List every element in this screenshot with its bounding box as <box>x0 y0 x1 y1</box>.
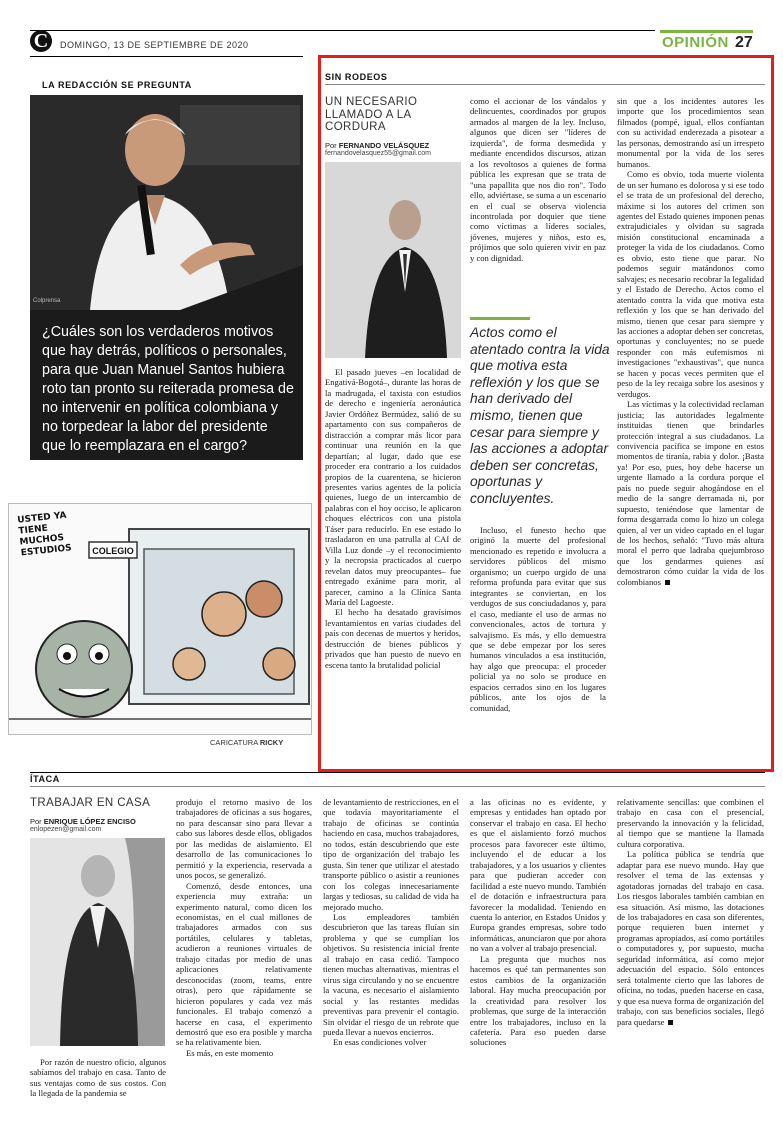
bottom-col1-para: Por razón de nuestro oficio, algunos sabíamos del trabajo en casa. Tanto de sus ventajas como de sus costos. Con la llegada de la pandemia se <box>30 1057 166 1099</box>
speaker-illustration <box>30 95 303 310</box>
main-col2-para-2: Incluso, el funesto hecho que originó la muerte del profesional mencionado es repetido e involucra a servidores públicos del mismo organismo; un cuerpo urgido de una reforma profunda para evitar que sus integrantes se conviertan, en los verdugos de sus conciudadanos y, para el caso, mediante el uso de armas no convencionales, actos de tortura y salvajismo. Es más, y ello demuestra que se debe empezar por los seres humanos vinculados a esa institución, hay algo que preocupa: el proceder policial ya no solo se produce en espacios cerrados sino en los lugares públicos, ante los ojos de la comunidad, <box>470 525 606 713</box>
redaccion-question: ¿Cuáles son los verdaderos motivos que hay detrás, políticos o personales, para que Juan Manuel Santos hubiera roto tan pronto su reiterada promesa de no intervenir en política colombiana y no torpedear la labor del presidente que lo reemplazara en el cargo? <box>42 324 294 454</box>
dateline: DOMINGO, 13 DE SEPTIEMBRE DE 2020 <box>60 40 249 50</box>
main-title <box>325 96 417 134</box>
bottom-author: ENRIQUE LÓPEZ ENCISO <box>43 817 136 826</box>
bottom-col3-para-2: Los empleadores también descubrieron que las tareas fluían sin problema y que se cumplían los objetivos. Su resistencia inicial frente al trabajo en casa cedió. Tampoco tienen muchas alternativas, mientras el virus siga circulando y no se encuentre la vacuna, es necesario el aislamiento social y las restantes medidas preventivas para prevenir el contagio. Sin olvidar el riesgo de un rebrote que pueda llevar a nuevos encierros. <box>323 911 459 1037</box>
pullquote-bar <box>470 317 530 320</box>
bottom-author-email: enlopezen@gmail.com <box>30 826 102 833</box>
bottom-col-3 <box>323 797 459 1143</box>
bottom-byline <box>30 817 136 826</box>
bottom-col5-para-1: relativamente sencillas: que combinen el trabajo en casa con el presencial, preservando la innovación y la felicidad, al tiempo que se mantiene la llamada cultura corporativa. <box>617 797 764 849</box>
main-kicker-rule <box>325 84 765 85</box>
newspaper-logo: C <box>30 30 52 52</box>
end-mark <box>665 580 670 585</box>
main-kicker: SIN RODEOS <box>325 72 388 82</box>
left-column-rule <box>30 56 303 57</box>
main-title-line-1: UN NECESARIO <box>325 96 418 108</box>
bottom-author-portrait <box>30 838 165 1046</box>
main-col3-para-1: sin que a los incidentes autores les importe que los procedimientos sean filmados (pompé, igual, ellos confíantan con su actividad enderezada a pisotear a las personas, demostrando así un irrespeto monumental por la vida de los seres humanos. <box>617 96 764 169</box>
page-number: 27 <box>735 34 753 51</box>
bottom-col4-para-2: La pregunta que muchos nos hacemos es qué tan permanentes son estos cambios de la organización laboral. Hay mucha preocupación por la creatividad para resolver los problemas, que surge de la interacción entre los trabajadores, incluso en la cafetería. Para eso pueden darse soluciones <box>470 953 606 1048</box>
bottom-title: TRABAJAR EN CASA <box>30 797 151 809</box>
main-col-2-top <box>470 96 606 318</box>
main-col1-para-2: El hecho ha desatado gravísimos levantamientos en varias ciudades del país con decenas de muertos y heridos, destrucción de bienes públicos y privados que han puesto de nuevo en escena tanto la brutalidad policial <box>325 607 461 670</box>
section-title: OPINIÓN <box>662 34 729 51</box>
bottom-col2-para-1: produjo el retorno masivo de los trabajadores de oficinas a sus hogares, no para descansar sino para llevar a cabo sus labores desde ellos, obligados por las medidas de aislamiento. El desarrollo de las comunicaciones lo permitió y la experiencia, reservada a unos pocos, se generalizó. <box>176 797 312 881</box>
main-title-line-2: LLAMADO A LA <box>325 108 412 121</box>
photo-credit: Colprensa <box>33 298 61 304</box>
main-col3-para-3-text: Las víctimas y la colectividad reclaman justicia; las autoridades legalmente instituidas tienen que brindarles protección integral a sus ciudadanos. La convivencia pacífica se impone en estos momentos de tiranía, rabia y dolor. ¡Basta ya! Por eso, pues, hoy debe hacerse un urgente llamado a la cordura porque el país no puede seguir ahogándose en el medio de la sangre derramada ni, por supuesto, teniéndose que lamentar de forma desgarrada como lo hizo un colega quien, al ver un video captado en el lugar de los hechos, señaló: "Tuvo más altura moral el perro que ladraba quejumbroso que los gendarmes quienes así demostraron cómo cuidar la vida de los colombianos <box>617 399 764 587</box>
main-col2-para-1: como el accionar de los vándalos y delincuentes, coordinados por grupos armados al margen de la ley. Incluso, algunos que dicen ser "líderes de izquierda", de forma desmedida y mediante encendidos discursos, atizan a los revoltosos a quienes de forma pública les expresan que se trata de "una papallita que nos dio ron". Todo ello, adviértase, se suma a un escenario en el cual se observa violencia incontrolada por doquier que tiene como víctimas a líderes sociales, jóvenes, mujeres y niños, esto es, prójimos que solo quieren vivir en paz y con dignidad. <box>470 96 606 263</box>
bottom-author-photo <box>30 838 165 1046</box>
bottom-col-2 <box>176 797 312 1143</box>
header-rule <box>30 30 655 31</box>
bottom-col5-para-2-text: La política pública se tendría que adaptar para ese nuevo mundo. Hay que resolver el tema de las extensas y agotadoras jornadas del trabajo en casa. Los riesgos laborales también cambian en esa situación. Así mismo, las dotaciones de los trabajadores en casa son diferentes, porque requieren buen internet y programas apropiados, así como portátiles o computadores y, por supuesto, mucha seguridad informática, así como mejor adecuación del espacio. Sólo entonces será totalmente cierto que las labores de oficina, no todas, pueden hacerse en casa, y que esa nueva forma de organización del trabajo, con sus beneficios sociales, llegó para quedarse <box>617 849 764 1027</box>
bottom-col2-para-2: Comenzó, desde entonces, una experiencia muy extraña: un experimento natural, como dicen los economistas, en el cual millones de trabajadores armados con sus portátiles, celulares y tabletas, acudieron a reuniones virtuales de trabajo citadas por medio de unas aplicaciones relativamente desconocidas (zoom, teams, entre otras), pero que rápidamente se hicieron populares y cada vez más funcionales. El trabajo comenzó a hacerse en casa, el experimento demostró que eso era posible y marcha se ha relativamente bien. <box>176 880 312 1048</box>
main-title-line-3: CORDURA <box>325 121 386 133</box>
bottom-col5-para-2 <box>617 849 764 1027</box>
cartoon-credit <box>210 738 283 747</box>
bottom-end-mark <box>668 1020 673 1025</box>
bottom-col2-para-3: Es más, en este momento <box>186 1047 274 1058</box>
bottom-col4-para-1: a las oficinas no es evidente, y empresas y entidades han optado por conservar el trabajo en casa. El hecho es que el aislamiento forzó muchos procesos para favorecer este último, incluyendo el de educar a los trabajadores, y a los usuarios y clientes para que pudieran acceder con facilidad a este nuevo mundo. También el de dotación e infraestructura para favorecer la modalidad. Teniendo en cuenta lo anterior, en Estados Unidos y Europa grandes empresas, sobre todo informáticas, anunciaron que por ahora no van a volver al trabajo presencial. <box>470 797 606 954</box>
cartoon-box <box>8 503 312 735</box>
main-author-photo <box>325 162 461 358</box>
bottom-byline-prefix: Por <box>30 817 42 826</box>
main-col3-para-2: Como es obvio, toda muerte violenta de un ser humano es dolorosa y si ese todo el se trata de un profesional del derecho, máxime si los autores del crimen son agentes del Estado quienes imponen penas extrajudiciales y olvidan su sagrada misión constitucional encaminada a proteger la vida de los ciudadanos. Como es obvio, esto tiene que parar. No podemos seguir matándonos como salvajes; es necesario recobrar la legalidad y el Estado de Derecho. Actos como el atentado contra la vida que motiva esta reflexión y los que se han derivado del mismo, tienen que cesar para siempre y las acciones a adoptar deben ser concretas, oportunas y concluyentes; no se puede responder con más eufemismos ni investigaciones "exhaustivas", que nunca se hacen y pocas veces permiten que el peso de la ley recaiga sobre los asesinos y verdugos. <box>617 169 764 399</box>
bottom-kicker: ÍTACA <box>30 774 60 784</box>
section-accent-bar <box>660 30 753 33</box>
bottom-col3-para-3: En esas condiciones volver <box>333 1037 427 1048</box>
cartoon-credit-name: RICKY <box>259 738 284 747</box>
cartoon-sign: COLEGIO <box>92 546 134 556</box>
main-col1-para-1: El pasado jueves –en localidad de Engativá-Bogotá–, durante las horas de la madrugada, el taxista con estudios de derecho e ingeniería aeronáutica Javier Ordóñez Bermúdez, salió de su apartamento con sus compañeros de distracción a comprar más licor para continuar una reunión en la que departían; al lugar, dado que ese proceder era contrario a los cuidados propios de la cuarentena, se hicieron presentes varios agentes de la policía quienes, luego de un intercambio de palabras con el hoy occiso, le aplicaron choques eléctricos con una pistola Táser para reducirlo. En ese estado lo trasladaron en una patrulla al CAI de Villa Luz donde –y el reconocimiento y la necropsia practicados al cuerpo revelan datos muy preocupantes– fue entregado exánime para morir, al parecer, camino a la Clínica Santa María del Lagoeste. <box>325 367 461 607</box>
main-col3-para-3 <box>617 399 764 587</box>
main-pullquote: Actos como el atentado contra la vida que motiva esta reflexión y los que se han derivado del mismo, tienen que cesar para siempre y las acciones a adoptar deben ser concretas, oportunas y concluyentes. <box>470 325 610 506</box>
main-author-email: fernandovelasquez55@gmail.com <box>325 150 431 157</box>
cartoon-speech-text: USTED YA TIENE MUCHOS ESTUDIOS <box>16 510 73 559</box>
main-byline-prefix: Por <box>325 141 337 150</box>
cartoon-credit-label: CARICATURA <box>210 738 258 747</box>
speaker-photo <box>30 95 303 310</box>
bottom-kicker-rule <box>30 786 765 787</box>
author-portrait <box>325 162 461 358</box>
bottom-col-1 <box>30 1057 166 1143</box>
main-col-1 <box>325 367 461 764</box>
bottom-col3-para-1: de levantamiento de restricciones, en el que todavía mayoritariamente el trabajo de oficinas se continúa haciendo en casa, muchos trabajadores, no todos, están descubriendo que este tipo de organización del trabajo les gusta. Sin tener que utilizar el atestado transporte público o asistir a reuniones con los colegas innecesariamente largas y tediosas, su calidad de vida ha mejorado mucho. <box>323 797 459 912</box>
main-author: FERNANDO VELÁSQUEZ <box>338 141 430 150</box>
redaccion-photo-box <box>30 95 303 460</box>
main-col-3 <box>617 96 764 756</box>
bottom-col-5 <box>617 797 764 1143</box>
left-kicker: LA REDACCIÓN SE PREGUNTA <box>42 80 192 90</box>
main-col-2-bottom <box>470 525 606 764</box>
bottom-col-4 <box>470 797 606 1143</box>
main-byline <box>325 141 429 150</box>
bottom-section-rule <box>30 772 765 773</box>
